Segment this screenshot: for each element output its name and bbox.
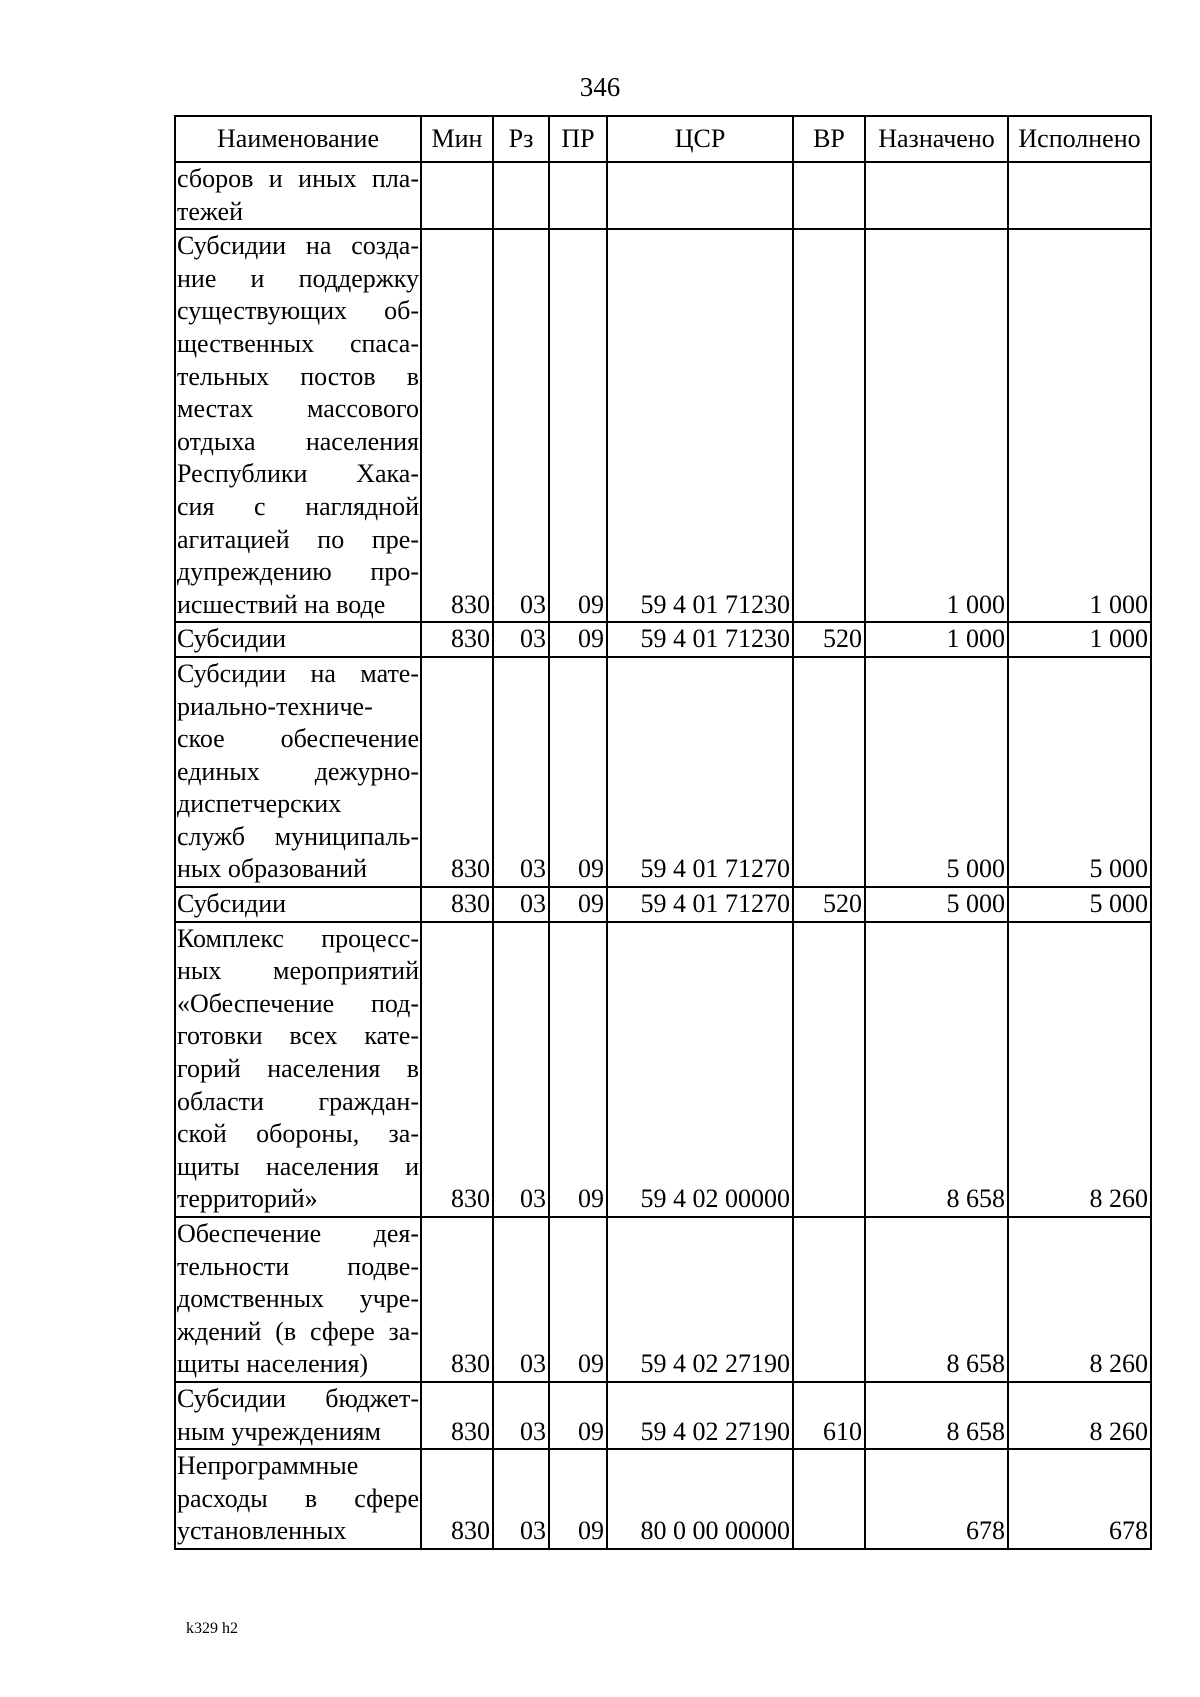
row-pr-cell: 09	[549, 229, 607, 622]
row-name-line: Субсидии	[177, 624, 287, 654]
row-executed-cell: 5 000	[1008, 887, 1151, 922]
row-vr-cell	[793, 162, 865, 229]
row-assigned-cell: 1 000	[865, 622, 1008, 657]
row-name-line: существующих об-	[177, 296, 419, 326]
row-min-cell: 830	[421, 887, 493, 922]
row-name-cell	[175, 922, 421, 1217]
row-csr-cell: 59 4 02 27190	[607, 1217, 793, 1382]
row-name-line: Комплекс процесс-	[177, 923, 419, 953]
row-assigned-cell: 678	[865, 1449, 1008, 1549]
row-pr-cell	[549, 162, 607, 229]
row-name-line: Непрограммные	[177, 1451, 359, 1481]
row-name-line: исшествий на воде	[177, 589, 386, 619]
row-pr-cell: 09	[549, 622, 607, 657]
row-executed-cell: 5 000	[1008, 657, 1151, 887]
row-vr-cell	[793, 922, 865, 1217]
row-pr-cell: 09	[549, 657, 607, 887]
row-assigned-cell: 5 000	[865, 887, 1008, 922]
row-rz-cell	[493, 162, 549, 229]
row-assigned-cell: 8 658	[865, 1217, 1008, 1382]
row-rz-cell: 03	[493, 657, 549, 887]
row-min-cell: 830	[421, 622, 493, 657]
table-row	[175, 1382, 1151, 1449]
row-name-line: территорий»	[177, 1184, 318, 1214]
row-csr-cell: 59 4 01 71270	[607, 657, 793, 887]
row-rz-cell: 03	[493, 229, 549, 622]
row-vr-cell	[793, 1217, 865, 1382]
row-name-line: ское обеспечение	[177, 724, 419, 754]
row-csr-cell: 59 4 01 71230	[607, 229, 793, 622]
row-name-line: установленных	[177, 1516, 347, 1546]
row-name-line: сборов и иных пла-	[177, 164, 419, 193]
row-executed-cell	[1008, 162, 1151, 229]
row-name-line: Субсидии на созда-	[177, 231, 419, 261]
table-row	[175, 1217, 1151, 1382]
row-executed-cell: 1 000	[1008, 229, 1151, 622]
table-row	[175, 887, 1151, 922]
row-rz-cell: 03	[493, 1449, 549, 1549]
row-pr-cell: 09	[549, 1217, 607, 1382]
row-name-cell	[175, 1449, 421, 1549]
row-rz-cell: 03	[493, 622, 549, 657]
row-name-cell	[175, 162, 421, 229]
row-name-line: расходы в сфере	[177, 1483, 419, 1513]
row-vr-cell: 520	[793, 887, 865, 922]
row-assigned-cell: 5 000	[865, 657, 1008, 887]
header-min: Мин	[421, 116, 493, 162]
row-name-line: щественных спаса-	[177, 328, 419, 358]
row-assigned-cell: 8 658	[865, 1382, 1008, 1449]
header-csr: ЦСР	[607, 116, 793, 162]
row-rz-cell: 03	[493, 1217, 549, 1382]
row-vr-cell: 610	[793, 1382, 865, 1449]
row-min-cell: 830	[421, 229, 493, 622]
page-number: 346	[579, 72, 621, 102]
row-min-cell	[421, 162, 493, 229]
table-row	[175, 162, 1151, 229]
row-pr-cell: 09	[549, 1449, 607, 1549]
row-min-cell: 830	[421, 1382, 493, 1449]
row-name-line: дупреждению про-	[177, 557, 419, 587]
row-name-cell	[175, 229, 421, 622]
row-name-cell	[175, 887, 421, 922]
row-csr-cell	[607, 162, 793, 229]
row-rz-cell: 03	[493, 887, 549, 922]
row-name-line: сия с наглядной	[177, 491, 419, 521]
row-csr-cell: 80 0 00 00000	[607, 1449, 793, 1549]
row-name-line: ным учреждениям	[177, 1416, 381, 1446]
row-pr-cell: 09	[549, 922, 607, 1217]
row-vr-cell	[793, 657, 865, 887]
row-name-cell	[175, 657, 421, 887]
row-min-cell: 830	[421, 922, 493, 1217]
row-vr-cell	[793, 229, 865, 622]
row-csr-cell: 59 4 01 71230	[607, 622, 793, 657]
row-name-line: щиты населения и	[177, 1151, 419, 1181]
row-name-line: щиты населения)	[177, 1349, 369, 1379]
row-vr-cell: 520	[793, 622, 865, 657]
row-name-line: Субсидии	[177, 889, 287, 919]
row-name-cell	[175, 622, 421, 657]
row-assigned-cell: 1 000	[865, 229, 1008, 622]
row-executed-cell: 1 000	[1008, 622, 1151, 657]
row-name-line: местах массового	[177, 394, 419, 424]
row-name-line: ние и поддержку	[177, 263, 419, 293]
row-executed-cell: 8 260	[1008, 1217, 1151, 1382]
row-rz-cell: 03	[493, 1382, 549, 1449]
row-name-cell	[175, 1382, 421, 1449]
row-rz-cell: 03	[493, 922, 549, 1217]
row-name-line: Субсидии на мате-	[177, 658, 419, 688]
table-row	[175, 622, 1151, 657]
row-name-line: области граждан-	[177, 1086, 419, 1116]
row-name-line: Республики Хака-	[177, 459, 419, 489]
footer-code: k329 h2	[186, 1620, 238, 1637]
table-row	[175, 657, 1151, 887]
table-body	[175, 162, 1151, 1549]
table-row	[175, 229, 1151, 622]
row-name-line: риально-техниче-	[177, 691, 373, 721]
row-min-cell: 830	[421, 657, 493, 887]
row-name-line: диспетчерских	[177, 789, 342, 819]
row-assigned-cell: 8 658	[865, 922, 1008, 1217]
row-pr-cell: 09	[549, 887, 607, 922]
row-name-cell	[175, 1217, 421, 1382]
row-name-line: тежей	[177, 196, 243, 226]
table-row	[175, 1449, 1151, 1549]
header-rz: Рз	[493, 116, 549, 162]
row-csr-cell: 59 4 01 71270	[607, 887, 793, 922]
row-executed-cell: 8 260	[1008, 922, 1151, 1217]
header-assigned: Назначено	[865, 116, 1008, 162]
row-executed-cell: 678	[1008, 1449, 1151, 1549]
row-name-line: ждений (в сфере за-	[177, 1316, 419, 1346]
row-name-line: «Обеспечение под-	[177, 988, 419, 1018]
row-name-line: домственных учре-	[177, 1284, 419, 1314]
row-name-line: тельности подве-	[177, 1251, 419, 1281]
header-vr: ВР	[793, 116, 865, 162]
row-name-line: служб муниципаль-	[177, 821, 419, 851]
row-name-line: готовки всех кате-	[177, 1021, 419, 1051]
row-assigned-cell	[865, 162, 1008, 229]
header-pr: ПР	[549, 116, 607, 162]
row-min-cell: 830	[421, 1217, 493, 1382]
row-executed-cell: 8 260	[1008, 1382, 1151, 1449]
row-pr-cell: 09	[549, 1382, 607, 1449]
table-row	[175, 922, 1151, 1217]
row-name-line: агитацией по пре-	[177, 524, 419, 554]
row-csr-cell: 59 4 02 00000	[607, 922, 793, 1217]
row-name-line: отдыха населения	[177, 426, 419, 456]
header-name: Наименование	[175, 116, 421, 162]
row-name-line: горий населения в	[177, 1054, 419, 1084]
table-header-row	[175, 116, 1151, 162]
row-name-line: ных образований	[177, 854, 367, 884]
row-csr-cell: 59 4 02 27190	[607, 1382, 793, 1449]
budget-table	[174, 115, 1152, 1550]
row-min-cell: 830	[421, 1449, 493, 1549]
row-name-line: Обеспечение дея-	[177, 1219, 419, 1248]
row-name-line: тельных постов в	[177, 361, 419, 391]
row-name-line: Субсидии бюджет-	[177, 1383, 419, 1413]
header-executed: Исполнено	[1008, 116, 1151, 162]
row-vr-cell	[793, 1449, 865, 1549]
row-name-line: ской обороны, за-	[177, 1119, 419, 1149]
row-name-line: ных мероприятий	[177, 956, 419, 986]
row-name-line: единых дежурно-	[177, 756, 419, 786]
